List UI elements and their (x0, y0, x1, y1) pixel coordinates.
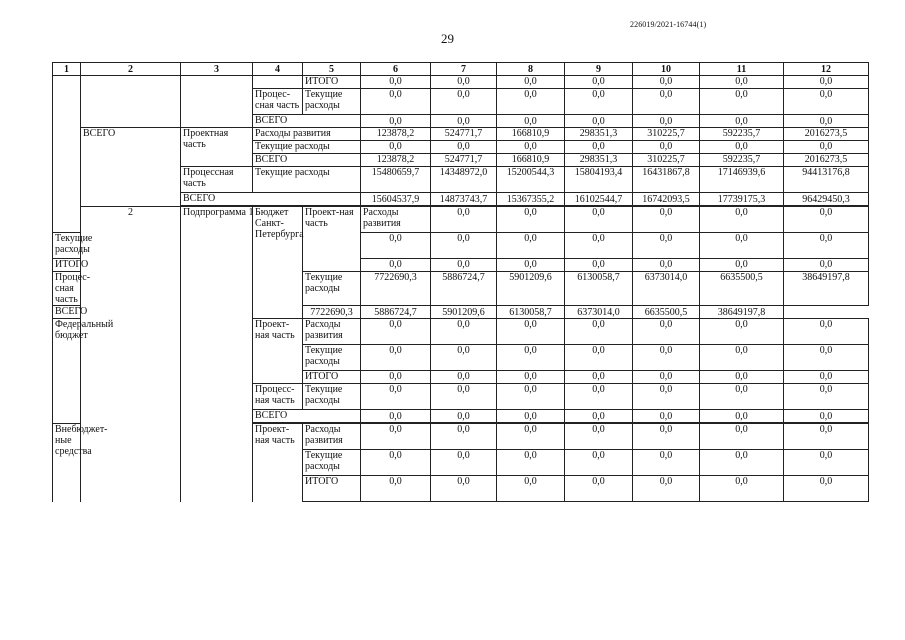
value-cell: 2016273,5 (784, 154, 869, 167)
value-cell: 310225,7 (633, 128, 700, 141)
row-label: Текущие расходы (303, 272, 361, 306)
value-cell: 0,0 (633, 424, 700, 450)
value-cell: 17146939,6 (700, 167, 784, 193)
value-cell: 0,0 (700, 141, 784, 154)
value-cell: 0,0 (565, 410, 633, 423)
row-label: Текущие расходы (303, 345, 361, 371)
value-cell: 0,0 (565, 259, 633, 272)
value-cell: 15480659,7 (361, 167, 431, 193)
row-label: Текущие расходы (53, 233, 81, 259)
value-cell: 0,0 (784, 89, 869, 115)
value-cell: 0,0 (431, 384, 497, 410)
value-cell: 0,0 (361, 76, 431, 89)
row-number-cell: 2 (81, 207, 181, 502)
value-cell: 0,0 (633, 410, 700, 423)
value-cell: 0,0 (784, 76, 869, 89)
value-cell: 0,0 (361, 115, 431, 128)
value-cell: 0,0 (633, 476, 700, 502)
row-label: ВСЕГО (181, 193, 361, 206)
budget-table (52, 62, 869, 502)
value-cell: 298351,3 (565, 154, 633, 167)
value-cell: 0,0 (565, 141, 633, 154)
row-label: Расходы развития (303, 424, 361, 450)
page-number: 29 (441, 31, 454, 46)
value-cell: 0,0 (633, 207, 700, 233)
value-cell: 0,0 (497, 319, 565, 345)
source-cell: Внебюджет-ные средства (53, 424, 81, 502)
value-cell: 7722690,3 (361, 272, 431, 306)
value-cell: 0,0 (633, 450, 700, 476)
column-header: 8 (497, 63, 565, 76)
value-cell: 15367355,2 (497, 193, 565, 206)
value-cell: 0,0 (565, 207, 633, 233)
value-cell: 6373014,0 (565, 306, 633, 319)
row-number-cell (53, 76, 81, 233)
value-cell: 0,0 (431, 115, 497, 128)
value-cell: 14873743,7 (431, 193, 497, 206)
value-cell: 0,0 (700, 476, 784, 502)
value-cell: 0,0 (700, 76, 784, 89)
row-label: ВСЕГО (253, 410, 361, 423)
part-cell: Проект-ная часть (253, 424, 303, 502)
value-cell: 0,0 (633, 371, 700, 384)
column-header: 2 (81, 63, 181, 76)
value-cell: 592235,7 (700, 154, 784, 167)
value-cell: 0,0 (497, 89, 565, 115)
value-cell: 0,0 (700, 259, 784, 272)
table-header-row (53, 63, 869, 76)
value-cell: 96429450,3 (784, 193, 869, 206)
row-label: ВСЕГО (253, 154, 361, 167)
value-cell: 0,0 (565, 371, 633, 384)
value-cell: 0,0 (565, 76, 633, 89)
column-header: 4 (253, 63, 303, 76)
column-header: 9 (565, 63, 633, 76)
part-cell: Процесс-ная часть (253, 384, 303, 410)
value-cell: 14348972,0 (431, 167, 497, 193)
value-cell: 0,0 (700, 450, 784, 476)
value-cell: 0,0 (700, 345, 784, 371)
value-cell: 0,0 (633, 345, 700, 371)
value-cell: 16102544,7 (565, 193, 633, 206)
value-cell: 0,0 (565, 89, 633, 115)
value-cell: 15200544,3 (497, 167, 565, 193)
value-cell: 5901209,6 (431, 306, 497, 319)
value-cell: 0,0 (497, 384, 565, 410)
value-cell: 0,0 (565, 476, 633, 502)
subprogram-cell: Подпрограмма 1 (181, 207, 253, 502)
value-cell: 0,0 (497, 476, 565, 502)
row-label: Расходы развития (303, 319, 361, 345)
value-cell: 0,0 (784, 319, 869, 345)
value-cell: 0,0 (361, 450, 431, 476)
table-row (53, 207, 869, 233)
row-label: Текущие расходы (303, 384, 361, 410)
value-cell: 0,0 (633, 319, 700, 345)
value-cell: 0,0 (497, 76, 565, 89)
document-number: 226019/2021-16744(1) (630, 20, 707, 29)
value-cell: 0,0 (431, 450, 497, 476)
source-cell: Федеральный бюджет (53, 319, 81, 424)
row-label: ИТОГО (303, 371, 361, 384)
value-cell: 0,0 (633, 384, 700, 410)
row-label: ВСЕГО (53, 306, 181, 319)
table-row (53, 306, 869, 319)
value-cell: 15604537,9 (361, 193, 431, 206)
value-cell: 0,0 (633, 89, 700, 115)
value-cell: 16742093,5 (633, 193, 700, 206)
value-cell: 123878,2 (361, 128, 431, 141)
value-cell: 0,0 (784, 410, 869, 423)
value-cell: 0,0 (633, 259, 700, 272)
value-cell: 166810,9 (497, 154, 565, 167)
value-cell: 0,0 (497, 207, 565, 233)
value-cell: 0,0 (565, 319, 633, 345)
part-cell: Проект-ная часть (253, 319, 303, 384)
row-label: Расходы развития (361, 207, 431, 233)
value-cell: 0,0 (431, 89, 497, 115)
value-cell: 16431867,8 (633, 167, 700, 193)
value-cell: 0,0 (633, 115, 700, 128)
part-cell: Проект-ная часть (303, 207, 361, 272)
row-label: ИТОГО (53, 259, 81, 272)
value-cell: 0,0 (565, 450, 633, 476)
value-cell: 310225,7 (633, 154, 700, 167)
value-cell: 0,0 (700, 115, 784, 128)
value-cell: 0,0 (784, 233, 869, 259)
column-header: 3 (181, 63, 253, 76)
value-cell: 0,0 (361, 384, 431, 410)
value-cell: 5886724,7 (361, 306, 431, 319)
value-cell: 0,0 (431, 207, 497, 233)
value-cell: 0,0 (497, 115, 565, 128)
column-header: 1 (53, 63, 81, 76)
total-label-cell: ВСЕГО (81, 128, 181, 207)
value-cell: 0,0 (431, 141, 497, 154)
value-cell: 0,0 (633, 233, 700, 259)
value-cell: 0,0 (431, 259, 497, 272)
value-cell: 0,0 (565, 384, 633, 410)
value-cell: 298351,3 (565, 128, 633, 141)
value-cell: 0,0 (361, 89, 431, 115)
value-cell: 94413176,8 (784, 167, 869, 193)
value-cell: 0,0 (497, 424, 565, 450)
value-cell: 0,0 (497, 371, 565, 384)
value-cell: 38649197,8 (784, 272, 869, 306)
value-cell: 0,0 (784, 259, 869, 272)
value-cell: 0,0 (784, 141, 869, 154)
value-cell: 6373014,0 (633, 272, 700, 306)
table-row (53, 76, 869, 89)
row-label: Текущие расходы (253, 167, 361, 193)
value-cell: 6635500,5 (633, 306, 700, 319)
part-cell: Процессная часть (181, 167, 253, 193)
value-cell: 0,0 (361, 476, 431, 502)
value-cell: 0,0 (497, 410, 565, 423)
column-header: 10 (633, 63, 700, 76)
part-cell: Процес-сная часть (53, 272, 81, 306)
value-cell: 0,0 (565, 345, 633, 371)
value-cell: 0,0 (784, 345, 869, 371)
value-cell: 0,0 (784, 371, 869, 384)
value-cell: 0,0 (431, 76, 497, 89)
value-cell: 0,0 (431, 319, 497, 345)
column-header: 7 (431, 63, 497, 76)
value-cell: 17739175,3 (700, 193, 784, 206)
value-cell: 0,0 (361, 371, 431, 384)
value-cell: 0,0 (361, 141, 431, 154)
value-cell: 15804193,4 (565, 167, 633, 193)
part-cell (253, 76, 303, 89)
value-cell: 0,0 (565, 233, 633, 259)
value-cell: 38649197,8 (700, 306, 784, 319)
value-cell: 524771,7 (431, 128, 497, 141)
value-cell: 0,0 (431, 345, 497, 371)
value-cell: 0,0 (784, 115, 869, 128)
value-cell: 123878,2 (361, 154, 431, 167)
value-cell: 0,0 (431, 410, 497, 423)
value-cell: 0,0 (565, 115, 633, 128)
part-cell: Процес-сная часть (253, 89, 303, 115)
value-cell: 0,0 (431, 476, 497, 502)
row-label: Текущие расходы (253, 141, 361, 154)
value-cell: 0,0 (361, 319, 431, 345)
source-cell (181, 76, 253, 128)
value-cell: 0,0 (700, 233, 784, 259)
row-label: ВСЕГО (253, 115, 361, 128)
value-cell: 0,0 (497, 233, 565, 259)
row-label: Расходы развития (253, 128, 361, 141)
value-cell: 0,0 (700, 371, 784, 384)
source-cell: Бюджет Санкт-Петербурга (253, 207, 303, 319)
value-cell: 524771,7 (431, 154, 497, 167)
column-header: 12 (784, 63, 869, 76)
value-cell: 0,0 (784, 384, 869, 410)
value-cell: 0,0 (361, 410, 431, 423)
value-cell: 0,0 (361, 259, 431, 272)
value-cell: 6130058,7 (497, 306, 565, 319)
value-cell: 0,0 (784, 450, 869, 476)
value-cell: 592235,7 (700, 128, 784, 141)
row-label: Текущие расходы (303, 89, 361, 115)
value-cell: 0,0 (431, 371, 497, 384)
value-cell: 0,0 (497, 450, 565, 476)
value-cell: 0,0 (497, 141, 565, 154)
value-cell: 0,0 (497, 259, 565, 272)
value-cell: 5901209,6 (497, 272, 565, 306)
value-cell: 0,0 (784, 476, 869, 502)
value-cell: 0,0 (784, 424, 869, 450)
value-cell: 6635500,5 (700, 272, 784, 306)
column-header: 5 (303, 63, 361, 76)
value-cell: 0,0 (361, 345, 431, 371)
value-cell: 0,0 (700, 319, 784, 345)
value-cell: 0,0 (700, 384, 784, 410)
value-cell: 0,0 (431, 424, 497, 450)
value-cell: 0,0 (700, 207, 784, 233)
value-cell: 0,0 (431, 233, 497, 259)
value-cell: 2016273,5 (784, 128, 869, 141)
column-header: 11 (700, 63, 784, 76)
row-label: ИТОГО (303, 476, 361, 502)
value-cell: 0,0 (784, 207, 869, 233)
table-row (53, 128, 869, 141)
value-cell: 7722690,3 (303, 306, 361, 319)
value-cell: 0,0 (361, 233, 431, 259)
value-cell: 0,0 (565, 424, 633, 450)
value-cell: 0,0 (497, 345, 565, 371)
value-cell: 5886724,7 (431, 272, 497, 306)
column-header: 6 (361, 63, 431, 76)
row-label: Текущие расходы (303, 450, 361, 476)
value-cell: 0,0 (700, 410, 784, 423)
subprogram-cell (81, 76, 181, 128)
value-cell: 0,0 (700, 424, 784, 450)
row-label: ИТОГО (303, 76, 361, 89)
value-cell: 166810,9 (497, 128, 565, 141)
value-cell: 0,0 (361, 424, 431, 450)
value-cell: 6130058,7 (565, 272, 633, 306)
value-cell: 0,0 (633, 141, 700, 154)
value-cell: 0,0 (700, 89, 784, 115)
value-cell: 0,0 (633, 76, 700, 89)
part-cell: Проектная часть (181, 128, 253, 167)
